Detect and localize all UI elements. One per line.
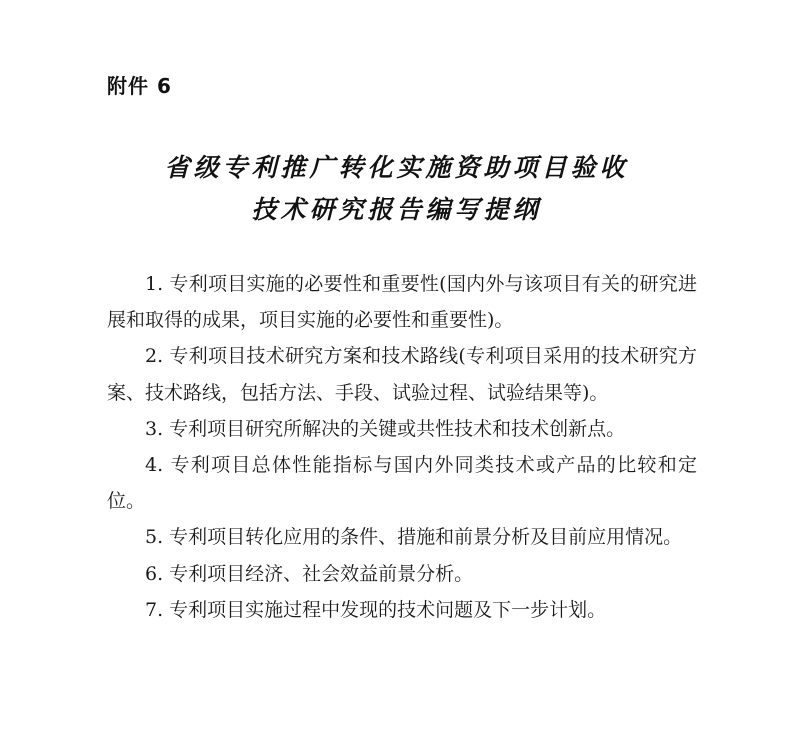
outline-item-6: 6. 专利项目经济、社会效益前景分析。 [145,562,474,585]
attachment-label: 附件 6 [107,74,172,98]
outline-item-7: 7. 专利项目实施过程中发现的技术问题及下一步计划。 [145,598,607,621]
document-title-line-1: 省级专利推广转化实施资助项目验收 [164,153,629,182]
outline-item-1: 1. 专利项目实施的必要性和重要性(国内外与该项目有关的研究进展和取得的成果，项目实施的必要性和重要性)。 [107,273,697,332]
outline-item-3: 3. 专利项目研究所解决的关键或共性技术和技术创新点。 [145,417,626,440]
outline-list [107,266,697,628]
outline-item-2: 2. 专利项目技术研究方案和技术路线(专利项目采用的技术研究方案、技术路线，包括方法、手段、试验过程、试验结果等)。 [107,345,697,404]
outline-item-4: 4. 专利项目总体性能指标与国内外同类技术或产品的比较和定位。 [107,454,697,513]
document-title-line-2: 技术研究报告编写提纲 [251,195,542,224]
outline-item-5: 5. 专利项目转化应用的条件、措施和前景分析及目前应用情况。 [145,526,683,549]
